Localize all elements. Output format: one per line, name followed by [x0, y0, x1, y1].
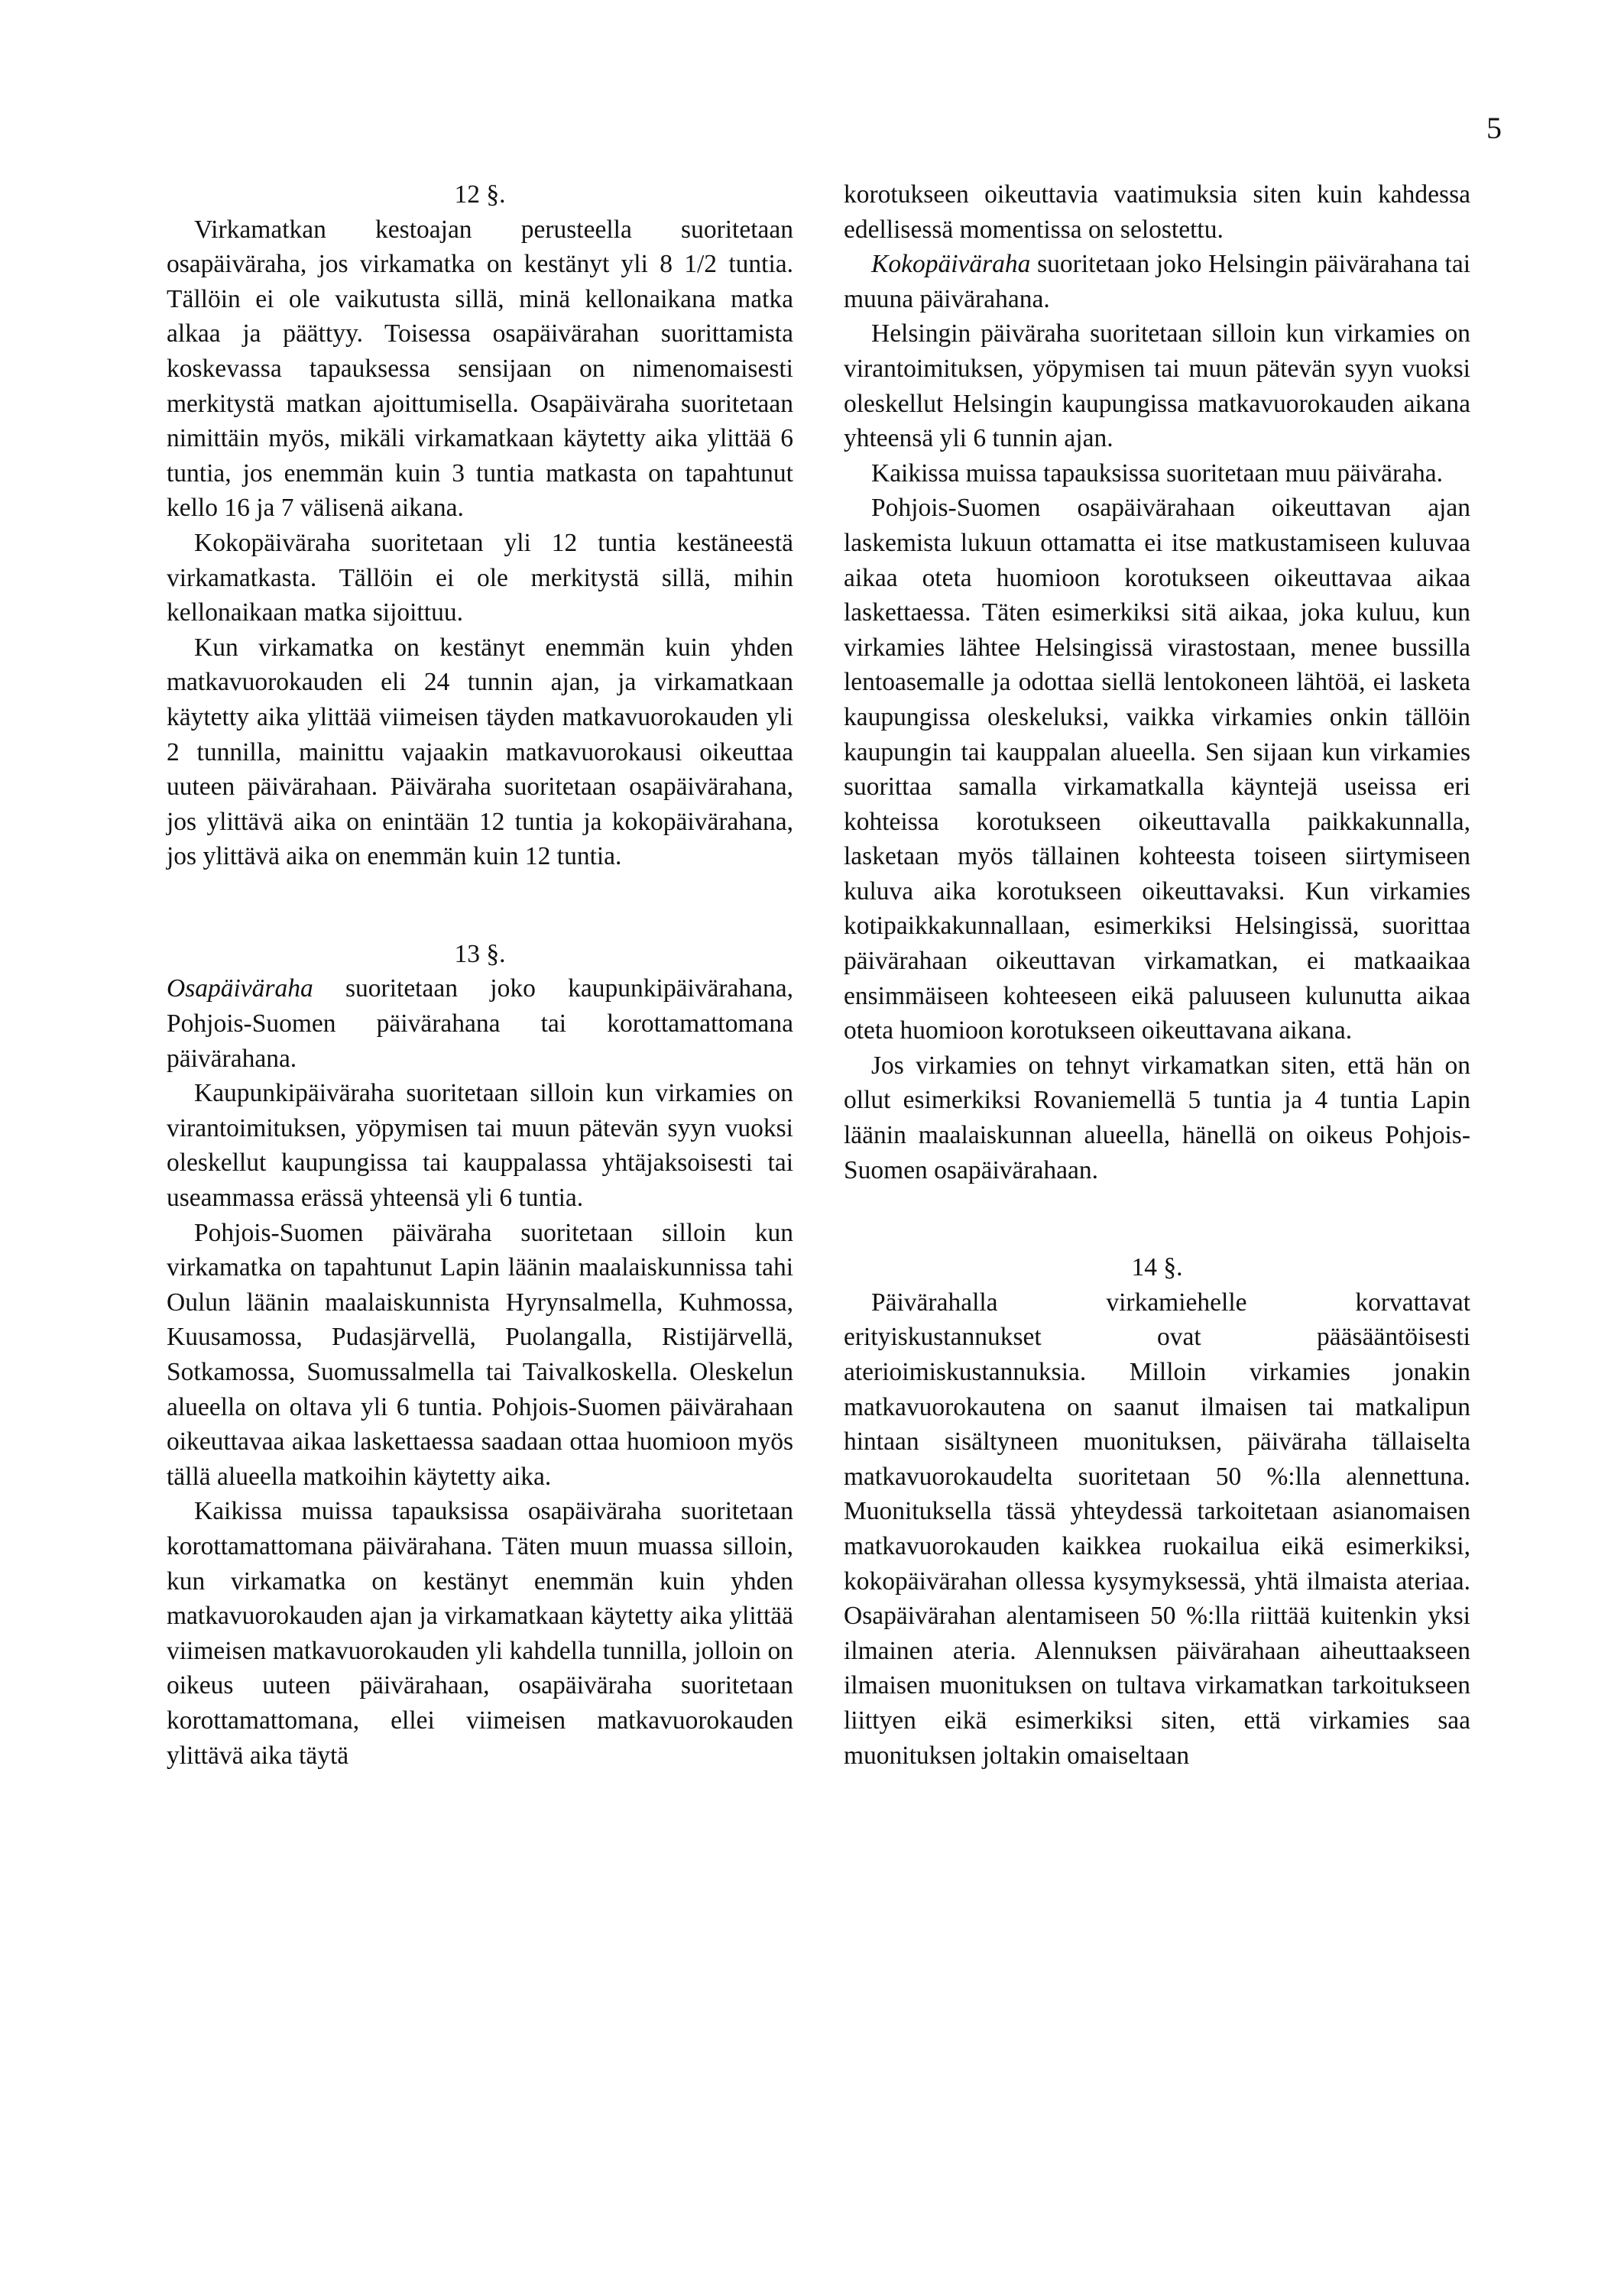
section-13-paragraph-2: Kaupunkipäiväraha suoritetaan silloin kun virkamies on virantoimituksen, yöpymisen tai muun pätevän syyn vuoksi oleskellut kaupungissa tai kauppalassa yhtäjaksoisesti tai useammassa erässä yhteensä yli 6 tuntia. — [167, 1079, 793, 1213]
section-13-paragraph-1 — [167, 971, 793, 1076]
section-12-heading: 12 §. — [454, 180, 506, 209]
section-13-heading: 13 §. — [454, 939, 506, 968]
continued-paragraph: korotukseen oikeuttavia vaatimuksia siten kuin kahdessa edellisessä momentissa on selostettu. — [844, 180, 1470, 244]
muu-paivaraha-paragraph: Kaikissa muissa tapauksissa suoritetaan muu päiväraha. — [871, 458, 1443, 488]
right-column — [844, 177, 1470, 1773]
term-kokopaivaraha: Kokopäiväraha — [871, 250, 1031, 279]
pohjois-suomen-paragraph: Pohjois-Suomen osapäivärahaan oikeuttavan ajan laskemista lukuun ottamatta ei itse matkustamiseen kuluvaa aikaa oteta huomioon korotukseen oikeuttavaa aikaa laskettaessa. Täten esimerkiksi sitä aikaa, joka kuluu, kun virkamies lähtee Helsingissä virastostaan, menee bussilla lentoasemalle ja odottaa siellä lentokoneen lähtöä, ei lasketa kaupungissa oleskeluksi, vaikka virkamies onkin tällöin kaupungin tai kauppalan alueella. Sen sijaan kun virkamies suorittaa samalla virkamatkalla käyntejä useissa eri kohteissa korotukseen oikeuttavalla paikkakunnalla, lasketaan myös tällainen kohteesta toiseen siirtymiseen kuluva aika korotukseen oikeuttavaksi. Kun virkamies kotipaikkakunnallaan, esimerkiksi Helsingissä, suorittaa päivärahaan oikeuttavan virkamatkan, ei matkaaikaa ensimmäiseen kohteeseen eikä paluuseen kulunutta aikaa oteta huomioon korotukseen oikeuttavana aikana. — [844, 494, 1470, 1045]
section-12-paragraph-1: Virkamatkan kestoajan perusteella suoritetaan osapäiväraha, jos virkamatka on kestänyt yli 8 1/2 tuntia. Tällöin ei ole vaikutusta sillä, minä kellonaikana matka alkaa ja päättyy. Toisessa osapäivärahan suorittamista koskevassa tapauksessa sensijaan on nimenomaisesti merkitystä matkan ajoittumisella. Osapäiväraha suoritetaan nimittäin myös, mikäli virkamatkaan käytetty aika ylittää 6 tuntia, jos enemmän kuin 3 tuntia matkasta on tapahtunut kello 16 ja 7 välisenä aikana. — [167, 215, 793, 523]
section-14-paragraph-1: Päivärahalla virkamiehelle korvattavat erityiskustannukset ovat pääsääntöisesti aterioimiskustannuksia. Milloin virkamies jonakin matkavuorokautena on saanut ilmaisen tai matkalipun hintaan sisältyneen muonituksen, päiväraha tällaiselta matkavuorokaudelta suoritetaan 50 %:lla alennettuna. Muonituksella tässä yhteydessä tarkoitetaan asianomaisen matkavuorokauden kaikkea ruokailua eikä esimerkiksi, kokopäivärahan ollessa kysymyksessä, yhtä ilmaista ateriaa. Osapäivärahan alentamiseen 50 %:lla riittää kuitenkin yksi ilmainen ateria. Alennuksen päivärahaan aiheuttaakseen ilmaisen muonituksen on tultava virkamatkan tarkoitukseen liittyen eikä esimerkiksi siten, että virkamies saa muonituksen joltakin omaiseltaan — [844, 1288, 1470, 1770]
left-column — [167, 177, 793, 1773]
section-12-paragraph-3: Kun virkamatka on kestänyt enemmän kuin yhden matkavuorokauden eli 24 tunnin ajan, ja virkamatkaan käytetty aika ylittää viimeisen täyden matkavuorokauden yli 2 tunnilla, mainittu vajaakin matkavuorokausi oikeuttaa uuteen päivärahaan. Päiväraha suoritetaan osapäivärahana, jos ylittävä aika on enintään 12 tuntia ja kokopäivärahana, jos ylittävä aika on enemmän kuin 12 tuntia. — [167, 633, 793, 871]
kokopaivaraha-paragraph-text: suoritetaan joko Helsingin päivärahana tai muuna päivärahana. — [844, 250, 1470, 313]
section-14-heading: 14 §. — [1131, 1253, 1183, 1282]
term-osapaivaraha: Osapäiväraha — [167, 974, 313, 1003]
rovaniemi-paragraph: Jos virkamies on tehnyt virkamatkan siten, että hän on ollut esimerkiksi Rovaniemellä 5 tuntia ja 4 tuntia Lapin läänin maalaiskunnan alueella, hänellä on oikeus Pohjois-Suomen osapäivärahaan. — [844, 1051, 1470, 1184]
section-13-paragraph-1-text: suoritetaan joko kaupunkipäivärahana, Pohjois-Suomen päivärahana tai korottamattomana päivärahana. — [167, 974, 793, 1073]
kokopaivaraha-paragraph — [844, 247, 1470, 316]
helsinki-paragraph: Helsingin päiväraha suoritetaan silloin kun virkamies on virantoimituksen, yöpymisen tai muun pätevän syyn vuoksi oleskellut Helsingin kaupungissa matkavuorokauden aikana yhteensä yli 6 tunnin ajan. — [844, 319, 1470, 453]
section-13-paragraph-4: Kaikissa muissa tapauksissa osapäiväraha suoritetaan korottamattomana päivärahana. Täten muun muassa silloin, kun virkamatka on kestänyt enemmän kuin yhden matkavuorokauden ajan ja virkamatkaan käytetty aika ylittää viimeisen matkavuorokauden yli kahdella tunnilla, jolloin on oikeus uuteen päivärahaan, osapäiväraha suoritetaan korottamattomana, ellei viimeisen matkavuorokauden ylittävä aika täytä — [167, 1497, 793, 1770]
section-13-paragraph-3: Pohjois-Suomen päiväraha suoritetaan silloin kun virkamatka on tapahtunut Lapin läänin maalaiskunnissa tahi Oulun läänin maalaiskunnista Hyrynsalmella, Kuhmossa, Kuusamossa, Pudasjärvellä, Puolangalla, Ristijärvellä, Sotkamossa, Suomussalmella tai Taivalkoskella. Oleskelun alueella on oltava yli 6 tuntia. Pohjois-Suomen päivärahaan oikeuttavaa aikaa laskettaessa saadaan ottaa huomioon myös tällä alueella matkoihin käytetty aika. — [167, 1218, 793, 1491]
section-12-paragraph-2: Kokopäiväraha suoritetaan yli 12 tuntia kestäneestä virkamatkasta. Tällöin ei ole merkitystä sillä, mihin kellonaikaan matka sijoittuu. — [167, 528, 793, 627]
page-number: 5 — [1486, 111, 1502, 145]
